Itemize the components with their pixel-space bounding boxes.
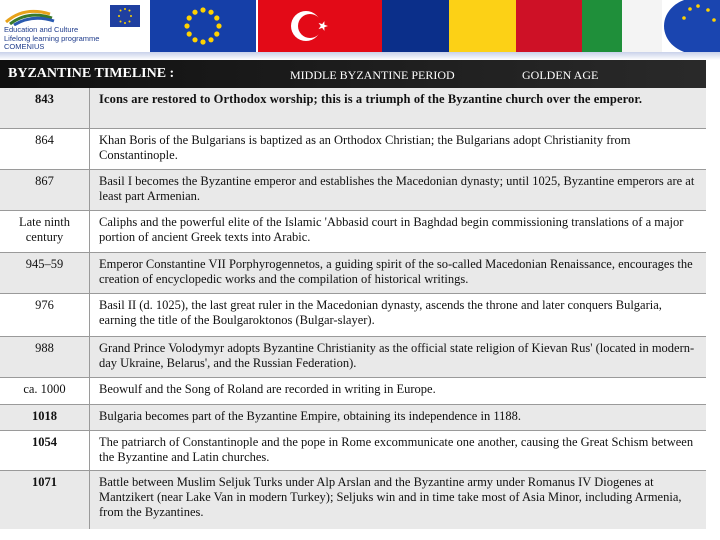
banner-divider — [0, 52, 720, 60]
row-date: 1071 — [0, 471, 90, 529]
comenius-logo — [0, 0, 148, 56]
row-event: Bulgaria becomes part of the Byzantine Empire, obtaining its independence in 1188. — [99, 409, 521, 423]
row-date: 867 — [0, 170, 90, 210]
eu-programme-logo-icon — [4, 4, 74, 26]
row-date: Late ninth century — [0, 211, 90, 252]
row-date: 864 — [0, 129, 90, 169]
logo-line-2: Lifelong learning programme — [4, 33, 100, 43]
table-row — [0, 471, 706, 529]
table-row — [0, 378, 706, 405]
page-title: BYZANTINE TIMELINE : — [8, 66, 175, 81]
row-event: Icons are restored to Orthodox worship; this is a triumph of the Byzantine church over the emperor. — [99, 92, 643, 106]
row-date: 945–59 — [0, 253, 90, 293]
row-event: Beowulf and the Song of Roland are recorded in writing in Europe. — [99, 382, 436, 396]
row-date: 1018 — [0, 405, 90, 430]
eu-flag-icon — [150, 0, 256, 52]
logo-text — [4, 26, 146, 52]
logo-line-3: COMENIUS — [4, 42, 45, 51]
row-event: Emperor Constantine VII Porphyrogennetos, a guiding spirit of the so-called Macedonian Renaissance, encourages the creation of encyclopedic works and the compilation of historical writings. — [99, 257, 693, 286]
table-row — [0, 294, 706, 337]
logo-line-1: Education and Culture — [4, 25, 79, 34]
row-event: Caliphs and the powerful elite of the Islamic 'Abbasid court in Baghdad begin commissioning translations of a major portion of ancient Greek texts into Arabic. — [99, 215, 684, 244]
row-event: Khan Boris of the Bulgarians is baptized as an Orthodox Christian; the Bulgarians adopt Christianity from Constantinople. — [99, 133, 631, 162]
timeline-header — [0, 60, 720, 90]
italy-flag-icon — [582, 0, 662, 52]
row-event: The patriarch of Constantinople and the pope in Rome excommunicate one another, causing the Great Schism between the Byzantine and Latin churches. — [99, 435, 694, 464]
period-label: MIDDLE BYZANTINE PERIOD — [290, 68, 455, 82]
table-row — [0, 129, 706, 170]
eu-circle-emblem-icon — [664, 0, 720, 54]
row-date: ca. 1000 — [0, 378, 90, 404]
eu-small-flag-icon — [110, 5, 140, 27]
table-row — [0, 405, 706, 431]
table-row — [0, 431, 706, 471]
table-row — [0, 88, 706, 129]
table-row — [0, 211, 706, 253]
row-event: Basil II (d. 1025), the last great ruler in the Macedonian dynasty, ascends the throne and later conquers Bulgaria, earning the title of the Boulgaroktonos (Bulgar-slayer). — [99, 298, 662, 327]
row-event: Basil I becomes the Byzantine emperor and establishes the Macedonian dynasty; until 1025, Byzantine emperors are at least part Armenian. — [99, 174, 695, 203]
partner-banner — [0, 0, 720, 60]
row-date: 976 — [0, 294, 90, 336]
timeline-table — [0, 88, 706, 529]
table-row — [0, 170, 706, 211]
row-date: 1054 — [0, 431, 90, 470]
right-margin — [706, 60, 720, 540]
table-row — [0, 253, 706, 294]
age-label: GOLDEN AGE — [522, 68, 599, 82]
row-event: Battle between Muslim Seljuk Turks under Alp Arslan and the Byzantine army under Romanus IV Diogenes at Mantzikert (near Lake Van in modern Turkey); Seljuks win and in time take most of Asia Minor, including Armenia, from the Byzantines. — [99, 475, 682, 519]
row-date: 988 — [0, 337, 90, 377]
turkey-flag-icon — [258, 0, 382, 52]
romania-flag-icon — [382, 0, 582, 52]
table-row — [0, 337, 706, 378]
row-date: 843 — [0, 88, 90, 128]
row-event: Grand Prince Volodymyr adopts Byzantine Christianity as the official state religion of Kievan Rus' (located in modern-day Ukraine, Belarus', and the Russian Federation). — [99, 341, 695, 370]
